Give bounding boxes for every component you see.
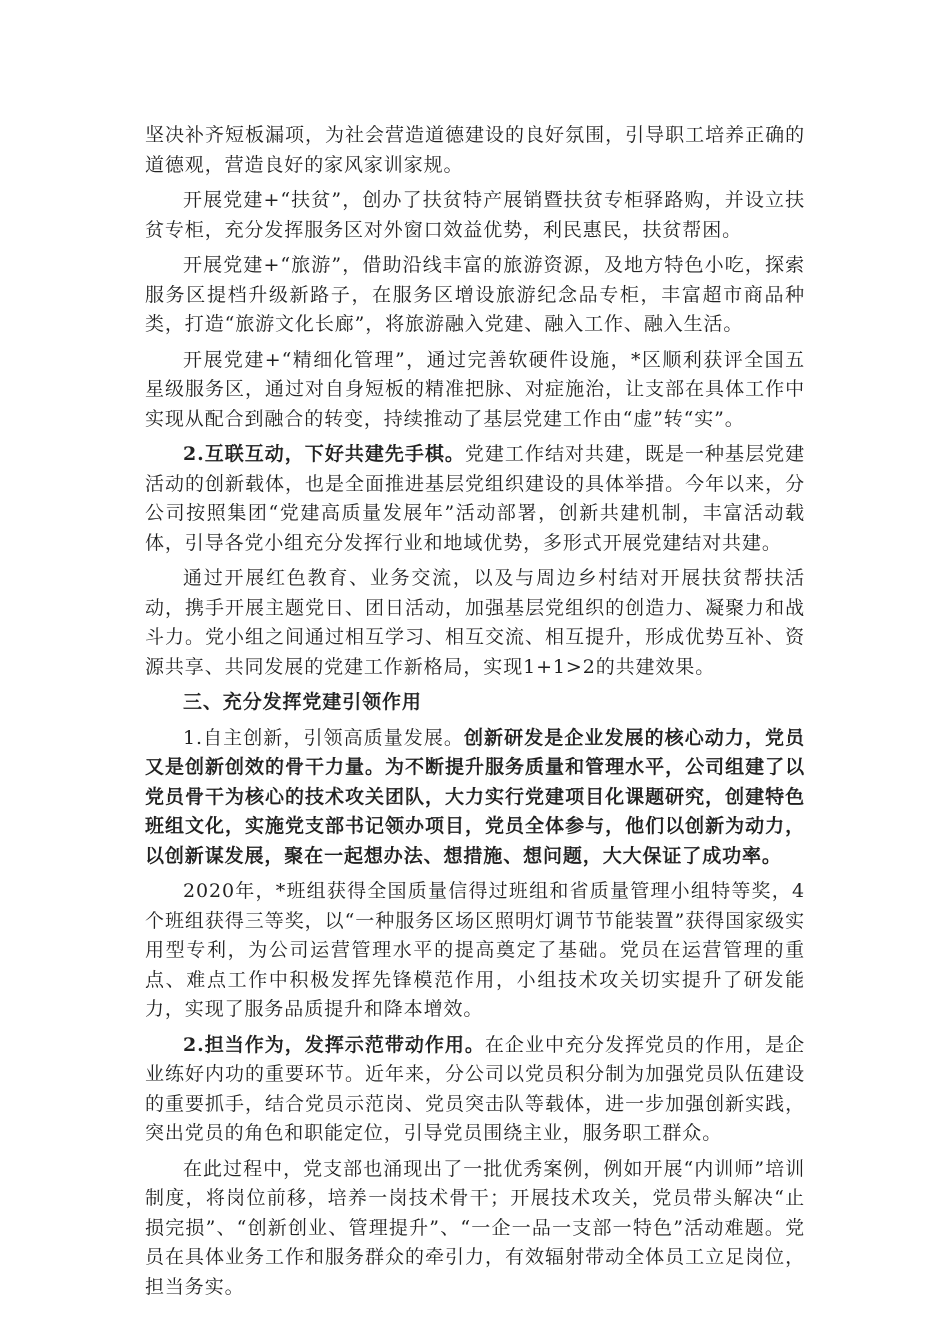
- paragraph-lead: 2.互联互动，下好共建先手棋。: [183, 443, 465, 465]
- paragraph-2: [145, 186, 805, 245]
- paragraph-text: 党建工作结对共建，既是一种基层党建活动的创新载体，也是全面推进基层党组织建设的具体举措。今年以来，分公司按照集团“党建高质量发展年”活动部署，创新共建机制，丰富活动载体，引导各党小组充分发挥行业和地域优势，多形式开展党建结对共建。: [145, 443, 805, 554]
- paragraph-7: [145, 724, 805, 872]
- paragraph-text: 创新研发是企业发展的核心动力，党员又是创新创效的骨干力量。为不断提升服务质量和管理水平，公司组建了以党员骨干为核心的技术攻关团队，大力实行党建项目化课题研究，创建特色班组文化，实施党支部书记领办项目，党员全体参与，他们以创新为动力，以创新谋发展，聚在一起想办法、想措施、想问题，大大保证了成功率。: [145, 726, 805, 867]
- paragraph-9: [145, 1031, 805, 1149]
- paragraph-4: [145, 346, 805, 435]
- paragraph-1: [145, 121, 805, 180]
- paragraph-text: 2020年，*班组获得全国质量信得过班组和省质量管理小组特等奖，4个班组获得三等奖，以“一种服务区场区照明灯调节节能装置”获得国家级实用型专利，为公司运营管理水平的提高奠定了基础。党员在运营管理的重点、难点工作中积极发挥先锋模范作用，小组技术攻关切实提升了研发能力，实现了服务品质提升和降本增效。: [145, 880, 805, 1020]
- document-page: [145, 121, 805, 1308]
- paragraph-10: [145, 1155, 805, 1303]
- paragraph-text: 开展党建+“精细化管理”，通过完善软硬件设施，*区顺利获评全国五星级服务区，通过对自身短板的精准把脉、对症施治，让支部在具体工作中实现从配合到融合的转变，持续推动了基层党建工作由“虚”转“实”。: [145, 348, 805, 430]
- paragraph-text: 在此过程中，党支部也涌现出了一批优秀案例，例如开展“内训师”培训制度，将岗位前移，培养一岗技术骨干；开展技术攻关，党员带头解决“止损完损”、“创新创业、管理提升”、“一企一品一支部一特色”活动难题。党员在具体业务工作和服务群众的牵引力，有效辐射带动全体员工立足岗位，担当务实。: [145, 1157, 805, 1298]
- paragraph-3: [145, 251, 805, 340]
- paragraph-lead: 1.自主创新，引领高质量发展。: [183, 726, 464, 749]
- paragraph-text: 在企业中充分发挥党员的作用，是企业练好内功的重要环节。近年来，分公司以党员积分制为加强党员队伍建设的重要抓手，结合党员示范岗、党员突击队等载体，进一步加强创新实践，突出党员的角色和职能定位，引导党员围绕主业，服务职工群众。: [145, 1033, 805, 1144]
- paragraph-text: 开展党建+“扶贫”，创办了扶贫特产展销暨扶贫专柜驿路购，并设立扶贫专柜，充分发挥服务区对外窗口效益优势，利民惠民，扶贫帮困。: [145, 189, 805, 241]
- paragraph-text: 坚决补齐短板漏项，为社会营造道德建设的良好氛围，引导职工培养正确的道德观，营造良好的家风家训家规。: [145, 124, 805, 176]
- paragraph-8: [145, 877, 805, 1025]
- paragraph-5: [145, 440, 805, 558]
- paragraph-6: [145, 564, 805, 682]
- section-heading: 三、充分发挥党建引领作用: [183, 691, 422, 713]
- paragraph-text: 开展党建+“旅游”，借助沿线丰富的旅游资源，及地方特色小吃，探索服务区提档升级新路子，在服务区增设旅游纪念品专柜，丰富超市商品种类，打造“旅游文化长廊”，将旅游融入党建、融入工作、融入生活。: [145, 254, 805, 335]
- paragraph-lead: 2.担当作为，发挥示范带动作用。: [183, 1033, 485, 1056]
- paragraph-text: 通过开展红色教育、业务交流，以及与周边乡村结对开展扶贫帮扶活动，携手开展主题党日、团日活动，加强基层党组织的创造力、凝聚力和战斗力。党小组之间通过相互学习、相互交流、相互提升，形成优势互补、资源共享、共同发展的党建工作新格局，实现1+1>2的共建效果。: [145, 567, 805, 678]
